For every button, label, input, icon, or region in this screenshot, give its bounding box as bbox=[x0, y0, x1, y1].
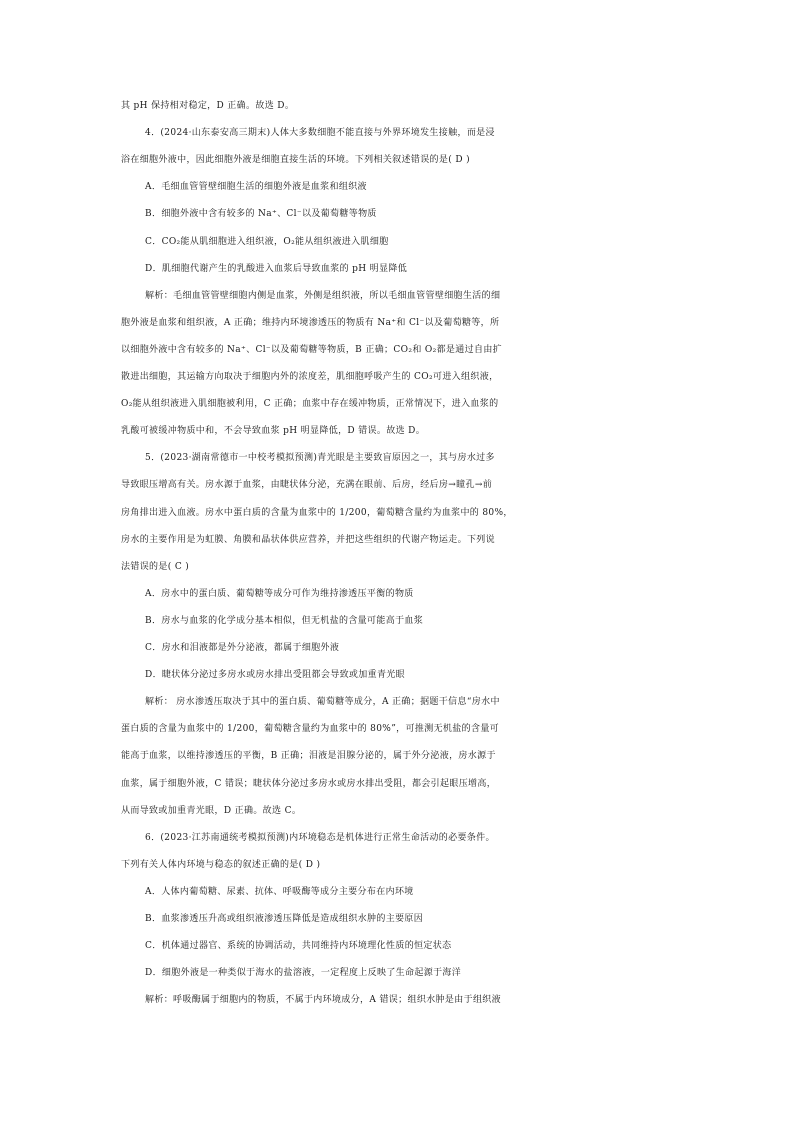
text-line: D．细胞外液是一种类似于海水的盐溶液，一定程度上反映了生命起源于海洋 bbox=[145, 968, 462, 979]
text-line: 解析： 房水渗透压取决于其中的蛋白质、葡萄糖等成分，A 正确；据题干信息“房水中 bbox=[145, 697, 500, 708]
text-line: 其 pH 保持相对稳定，D 正确。故选 D。 bbox=[121, 101, 295, 111]
text-line: 以细胞外液中含有较多的 Na⁺、Cl⁻以及葡萄糖等物质，B 正确；CO₂和 O₂都是通过自由扩 bbox=[121, 344, 503, 355]
text-line: C．机体通过器官、系统的协调活动，共同维持内环境理化性质的恒定状态 bbox=[145, 941, 452, 952]
text-line: B．血浆渗透压升高或组织液渗透压降低是造成组织水肿的主要原因 bbox=[145, 914, 424, 924]
text-line: A．人体内葡萄糖、尿素、抗体、呼吸酶等成分主要分布在内环境 bbox=[145, 886, 414, 897]
text-line: 法错误的是( C ) bbox=[121, 561, 190, 572]
text-line: 解析：毛细血管管壁细胞内侧是血浆，外侧是组织液，所以毛细血管管壁细胞生活的细 bbox=[145, 290, 501, 301]
text-line: C．CO₂能从肌细胞进入组织液，O₂能从组织液进入肌细胞 bbox=[145, 236, 389, 247]
text-line: 浴在细胞外液中，因此细胞外液是细胞直接生活的环境。下列相关叙述错误的是( D ) bbox=[121, 155, 470, 166]
text-line: B．房水与血浆的化学成分基本相似，但无机盐的含量可能高于血浆 bbox=[145, 615, 424, 626]
text-line: 能高于血浆，以维持渗透压的平衡，B 正确；泪液是泪腺分泌的，属于外分泌液，房水源于 bbox=[121, 751, 496, 762]
text-line: 解析：呼吸酶属于细胞内的物质，不属于内环境成分，A 错误；组织水肿是由于组织液 bbox=[145, 995, 502, 1006]
text-line: 6．(2023·江苏南通统考模拟预测)内环境稳态是机体进行正常生命活动的必要条件。 bbox=[145, 832, 495, 843]
text-line: 4．(2024·山东泰安高三期末)人体大多数细胞不能直接与外界环境发生接触，而是浸 bbox=[145, 128, 495, 139]
text-line: 房角排出进入血液。房水中蛋白质的含量为血浆中的 1/200，葡萄糖含量约为血浆中的 80%， bbox=[121, 507, 513, 518]
text-line: 胞外液是血浆和组织液，A 正确；维持内环境渗透压的物质有 Na⁺和 Cl⁻以及葡萄糖等，所 bbox=[121, 317, 500, 328]
text-line: A．房水中的蛋白质、葡萄糖等成分可作为维持渗透压平衡的物质 bbox=[145, 588, 414, 599]
text-line: D．睫状体分泌过多房水或房水排出受阻都会导致或加重青光眼 bbox=[145, 670, 406, 681]
text-line: 乳酸可被缓冲物质中和，不会导致血浆 pH 明显降低，D 错误。故选 D。 bbox=[121, 426, 426, 437]
text-line: 蛋白质的含量为血浆中的 1/200，葡萄糖含量约为血浆中的 80%”，可推测无机盐的含量可 bbox=[121, 724, 500, 735]
text-line: 导致眼压增高有关。房水源于血浆，由睫状体分泌，充满在眼前、后房，经后房→瞳孔→前 bbox=[121, 480, 493, 491]
text-line: 房水的主要作用是为虹膜、角膜和晶状体供应营养，并把这些组织的代谢产物运走。下列说 bbox=[121, 534, 496, 545]
text-line: 下列有关人体内环境与稳态的叙述正确的是( D ) bbox=[121, 859, 321, 870]
text-line: 血浆，属于细胞外液，C 错误；睫状体分泌过多房水或房水排出受阻，都会引起眼压增高， bbox=[121, 778, 497, 789]
text-line: 5．(2023·湖南常德市一中校考模拟预测)青光眼是主要致盲原因之一，其与房水过多 bbox=[145, 453, 495, 464]
text-line: D．肌细胞代谢产生的乳酸进入血浆后导致血浆的 pH 明显降低 bbox=[145, 263, 408, 274]
text-line: B．细胞外液中含有较多的 Na⁺、Cl⁻以及葡萄糖等物质 bbox=[145, 209, 377, 220]
text-line: A．毛细血管管壁细胞生活的细胞外液是血浆和组织液 bbox=[145, 182, 367, 193]
text-line: 散进出细胞，其运输方向取决于细胞内外的浓度差，肌细胞呼吸产生的 CO₂可进入组织液， bbox=[121, 372, 499, 382]
text-line: C．房水和泪液都是外分泌液，都属于细胞外液 bbox=[145, 643, 340, 653]
text-line: O₂能从组织液进入肌细胞被利用，C 正确；血浆中存在缓冲物质，正常情况下，进入血浆的 bbox=[121, 399, 499, 410]
text-line: 从而导致或加重青光眼，D 正确。故选 C。 bbox=[121, 805, 302, 816]
